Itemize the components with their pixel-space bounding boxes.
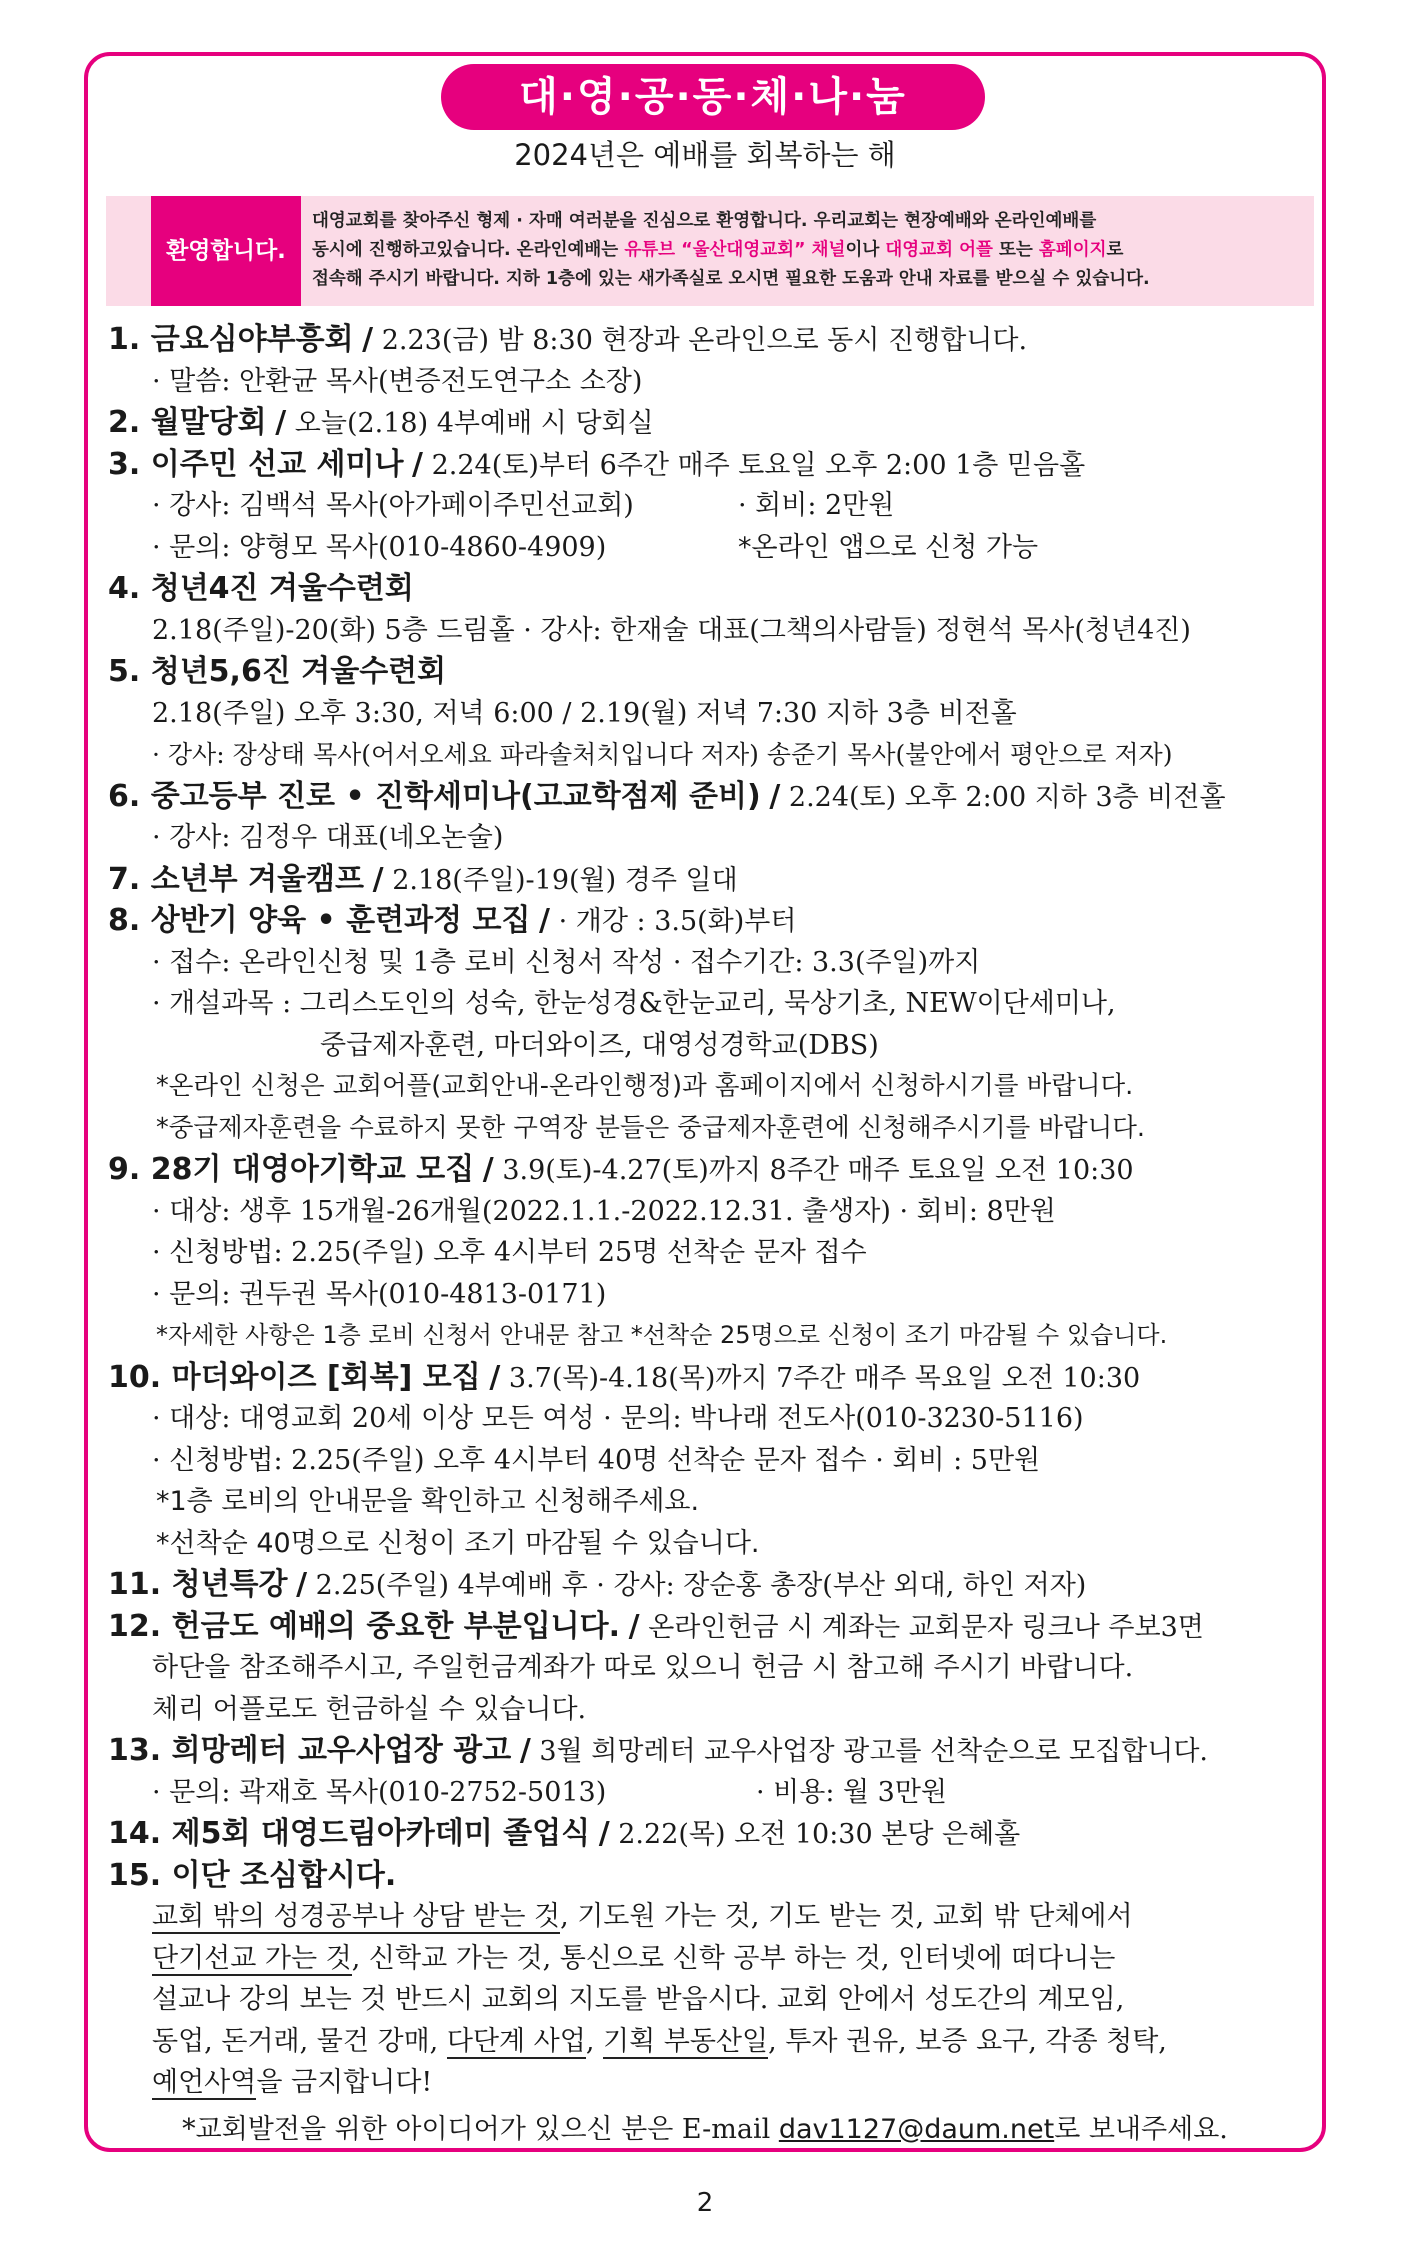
paragraph-text: , 신학교 가는 것, 통신으로 신학 공부 하는 것, 인터넷에 떠다니는 xyxy=(351,1942,1116,1974)
item-note: *중급제자훈련을 수료하지 못한 구역장 분들은 중급제자훈련에 신청해주시기를 바랍니다. xyxy=(156,1112,1146,1143)
heresy-paragraph-line xyxy=(108,1938,1318,1980)
page-number: 2 xyxy=(696,2188,714,2218)
separator: / xyxy=(412,446,424,482)
paragraph-text: , 기도원 가는 것, 기도 받는 것, 교회 밖 단체에서 xyxy=(560,1901,1133,1932)
item-heading: 3. 이주민 선교 세미나 xyxy=(108,446,404,482)
separator: / xyxy=(296,1567,308,1602)
underlined-text: 다단계 사업 xyxy=(446,2025,586,2057)
item-heading: 12. 헌금도 예배의 중요한 부분입니다. xyxy=(108,1608,621,1644)
announcement-item-14 xyxy=(108,1813,1318,1855)
welcome-tag: 환영합니다. xyxy=(151,196,301,306)
item-detail: 2.18(주일) 오후 3:30, 저녁 6:00 / 2.19(월) 저녁 7:30 지하 3층 비전홀 xyxy=(152,697,1017,729)
item-heading: 11. 청년특강 xyxy=(108,1567,288,1602)
welcome-text-part: 로 xyxy=(1106,240,1124,260)
footer-note xyxy=(0,2110,1410,2150)
welcome-text-part: 이나 xyxy=(845,240,886,260)
item-detail: 하단을 참조해주시고, 주일헌금계좌가 따로 있으니 헌금 시 참고해 주시기 바랍니다. xyxy=(152,1652,1134,1683)
item-text: 2.23(금) 밤 8:30 현장과 온라인으로 동시 진행합니다. xyxy=(381,325,1028,356)
online-apply-note: *온라인 앱으로 신청 가능 xyxy=(738,531,1039,563)
separator: / xyxy=(519,1733,531,1768)
youtube-channel-link[interactable]: 유튜브 “울산대영교회” 채널 xyxy=(624,240,846,260)
item-detail: 체리 어플로도 헌금하실 수 있습니다. xyxy=(152,1693,587,1725)
announcement-item-5 xyxy=(108,651,1318,693)
welcome-line xyxy=(312,236,1308,265)
item-text: 2.22(목) 오전 10:30 본당 은혜홀 xyxy=(618,1819,1021,1850)
item-text: 3.7(목)-4.18(목)까지 7주간 매주 목요일 오전 10:30 xyxy=(508,1362,1141,1394)
item-detail xyxy=(108,527,1318,569)
page-title: 대·영·공·동·체·나·눔 xyxy=(441,64,985,130)
speaker-text: · 강사: 김백석 목사(아가페이주민선교회) xyxy=(152,490,634,521)
announcement-item-13 xyxy=(108,1730,1318,1772)
page-subtitle: 2024년은 예배를 회복하는 해 xyxy=(514,138,896,172)
item-detail: · 접수: 온라인신청 및 1층 로비 신청서 작성 · 접수기간: 3.3(주일)까지 xyxy=(152,946,981,978)
item-text: 2.24(토) 오후 2:00 지하 3층 비전홀 xyxy=(788,781,1226,813)
welcome-line: 대영교회를 찾아주신 형제 · 자매 여러분을 진심으로 환영합니다. 우리교회는 현장예배와 온라인예배를 xyxy=(312,211,1097,231)
item-text: 한재술 대표(그책의사람들) 정현석 목사(청년4진) xyxy=(610,614,1191,646)
item-detail: 중급제자훈련, 마더와이즈, 대영성경학교(DBS) xyxy=(320,1029,879,1061)
separator: / xyxy=(362,322,374,357)
announcement-item-4 xyxy=(108,568,1318,610)
item-heading: 1. 금요심야부흥회 xyxy=(108,322,354,357)
item-detail: · 대상: 대영교회 20세 이상 모든 여성 · 문의: 박나래 전도사(010-3230-5116) xyxy=(152,1403,1084,1434)
heresy-paragraph-line xyxy=(108,1896,1318,1938)
item-note: *선착순 40명으로 신청이 조기 마감될 수 있습니다. xyxy=(156,1527,760,1559)
contact-text: · 문의: 곽재호 목사(010-2752-5013) xyxy=(152,1776,607,1808)
church-app-link[interactable]: 대영교회 어플 xyxy=(885,240,993,260)
item-text: 3.9(토)-4.27(토)까지 8주간 매주 토요일 오전 10:30 xyxy=(502,1155,1134,1186)
item-heading: 9. 28기 대영아기학교 모집 xyxy=(108,1152,475,1187)
underlined-text: 예언사역 xyxy=(152,2067,257,2098)
item-heading: 5. 청년5,6진 겨울수련회 xyxy=(108,654,447,689)
email-link[interactable]: dav1127@daum.net xyxy=(778,2114,1055,2145)
item-detail: · 신청방법: 2.25(주일) 오후 4시부터 25명 선착순 문자 접수 xyxy=(152,1237,867,1268)
announcement-list xyxy=(108,319,1318,2104)
item-heading: 13. 희망레터 교우사업장 광고 xyxy=(108,1733,512,1768)
item-detail: · 문의: 권두권 목사(010-4813-0171) xyxy=(152,1278,607,1310)
welcome-box xyxy=(106,196,1314,306)
separator: / xyxy=(539,903,551,938)
item-text: 2.18(주일)-19(월) 경주 일대 xyxy=(392,864,738,896)
item-heading: 10. 마더와이즈 [회복] 모집 xyxy=(108,1359,481,1395)
item-heading: 7. 소년부 겨울캠프 xyxy=(108,861,365,897)
item-note: *온라인 신청은 교회어플(교회안내-온라인행정)과 홈페이지에서 신청하시기를 바랍니다. xyxy=(156,1071,1134,1101)
fee-text: · 비용: 월 3만원 xyxy=(756,1776,948,1808)
paragraph-text: 동업, 돈거래, 물건 강매, xyxy=(152,2025,447,2057)
announcement-item-2 xyxy=(108,402,1318,444)
item-detail: · 대상: 생후 15개월-26개월(2022.1.1.-2022.12.31. 출생자) · 회비: 8만원 xyxy=(152,1195,1056,1227)
item-detail: · 신청방법: 2.25(주일) 오후 4시부터 40명 선착순 문자 접수 · 회비 : 5만원 xyxy=(152,1444,1041,1476)
announcement-item-7 xyxy=(108,859,1318,901)
item-text: 3월 희망레터 교우사업장 광고를 선착순으로 모집합니다. xyxy=(539,1736,1208,1767)
announcement-item-11 xyxy=(108,1564,1318,1606)
item-note: *1층 로비의 안내문을 확인하고 신청해주세요. xyxy=(156,1486,700,1517)
footer-text: 로 보내주세요. xyxy=(1054,2114,1228,2145)
announcement-item-12 xyxy=(108,1606,1318,1648)
item-heading: 6. 중고등부 진로 • 진학세미나(고교학점제 준비) xyxy=(108,778,761,814)
item-text: 온라인헌금 시 계좌는 교회문자 링크나 주보3면 xyxy=(648,1611,1204,1643)
item-detail xyxy=(108,1772,1318,1814)
item-detail: · 강사: 장상태 목사(어서오세요 파라솔처치입니다 저자) 송준기 목사(불안에서 평안으로 저자) xyxy=(152,740,1173,769)
contact-text: · 문의: 양형모 목사(010-4860-4909) xyxy=(152,531,607,563)
announcement-item-9 xyxy=(108,1149,1318,1191)
paragraph-text: , 투자 권유, 보증 요구, 각종 청탁, xyxy=(768,2025,1167,2057)
item-text: · 개강 : 3.5(화)부터 xyxy=(558,906,797,937)
separator: / xyxy=(489,1359,501,1395)
separator: / xyxy=(482,1152,494,1187)
item-text: 오늘(2.18) 4부예배 시 당회실 xyxy=(294,408,654,439)
item-heading: 8. 상반기 양육 • 훈련과정 모집 xyxy=(108,903,531,938)
heresy-paragraph-line xyxy=(108,2062,1318,2104)
underlined-text: 기획 부동산일 xyxy=(603,2025,769,2057)
welcome-text xyxy=(312,207,1308,294)
item-detail: · 말씀: 안환균 목사(변증전도연구소 소장) xyxy=(152,365,643,397)
separator: / xyxy=(769,778,781,814)
heresy-paragraph-line xyxy=(108,2021,1318,2063)
item-heading: 15. 이단 조심합시다. xyxy=(108,1857,397,1893)
underlined-text: 단기선교 가는 것 xyxy=(152,1942,352,1974)
item-heading: 14. 제5회 대영드림아카데미 졸업식 xyxy=(108,1816,591,1851)
underlined-text: 교회 밖의 성경공부나 상담 받는 것 xyxy=(152,1901,561,1932)
item-text: 2.18(주일)-20(화) 5층 드림홀 · 강사: xyxy=(152,614,611,646)
separator: / xyxy=(372,861,384,897)
item-detail xyxy=(108,485,1318,527)
announcement-item-8 xyxy=(108,900,1318,942)
announcement-item-6 xyxy=(108,776,1318,818)
footer-text: *교회발전을 위한 아이디어가 있으신 분은 E-mail xyxy=(182,2114,779,2145)
announcement-item-3 xyxy=(108,444,1318,486)
separator: / xyxy=(598,1816,610,1851)
item-text: 2.25(주일) 4부예배 후 · 강사: 장순홍 총장(부산 외대, 하인 저자) xyxy=(315,1570,1087,1601)
item-text: 2.24(토)부터 6주간 매주 토요일 오후 2:00 1층 믿음홀 xyxy=(431,449,1086,481)
heresy-paragraph-line: 설교나 강의 보는 것 반드시 교회의 지도를 받읍시다. 교회 안에서 성도간의 계모임, xyxy=(152,1984,1125,2015)
separator: / xyxy=(628,1608,640,1644)
separator: / xyxy=(275,405,287,440)
announcement-item-10 xyxy=(108,1357,1318,1399)
paragraph-text: 을 금지합니다! xyxy=(256,2067,433,2098)
announcement-item-1 xyxy=(108,319,1318,361)
welcome-line: 접속해 주시기 바랍니다. 지하 1층에 있는 새가족실로 오시면 필요한 도움과 안내 자료를 받으실 수 있습니다. xyxy=(312,269,1150,289)
item-heading: 4. 청년4진 겨울수련회 xyxy=(108,571,414,606)
homepage-link[interactable]: 홈페이지 xyxy=(1038,240,1107,260)
item-note: *자세한 사항은 1층 로비 신청서 안내문 참고 *선착순 25명으로 신청이 조기 마감될 수 있습니다. xyxy=(156,1321,1168,1349)
item-detail: · 개설과목 : 그리스도인의 성숙, 한눈성경&한눈교리, 묵상기초, NEW이단세미나, xyxy=(152,988,1116,1019)
welcome-text-part: 동시에 진행하고있습니다. 온라인예배는 xyxy=(312,240,625,260)
paragraph-text: , xyxy=(585,2025,603,2057)
welcome-text-part: 또는 xyxy=(992,240,1039,260)
item-heading: 2. 월말당회 xyxy=(108,405,267,440)
announcement-item-15 xyxy=(108,1855,1318,1897)
item-detail: · 강사: 김정우 대표(네오논술) xyxy=(152,822,504,853)
item-detail xyxy=(108,610,1318,652)
fee-text: · 회비: 2만원 xyxy=(738,490,895,521)
